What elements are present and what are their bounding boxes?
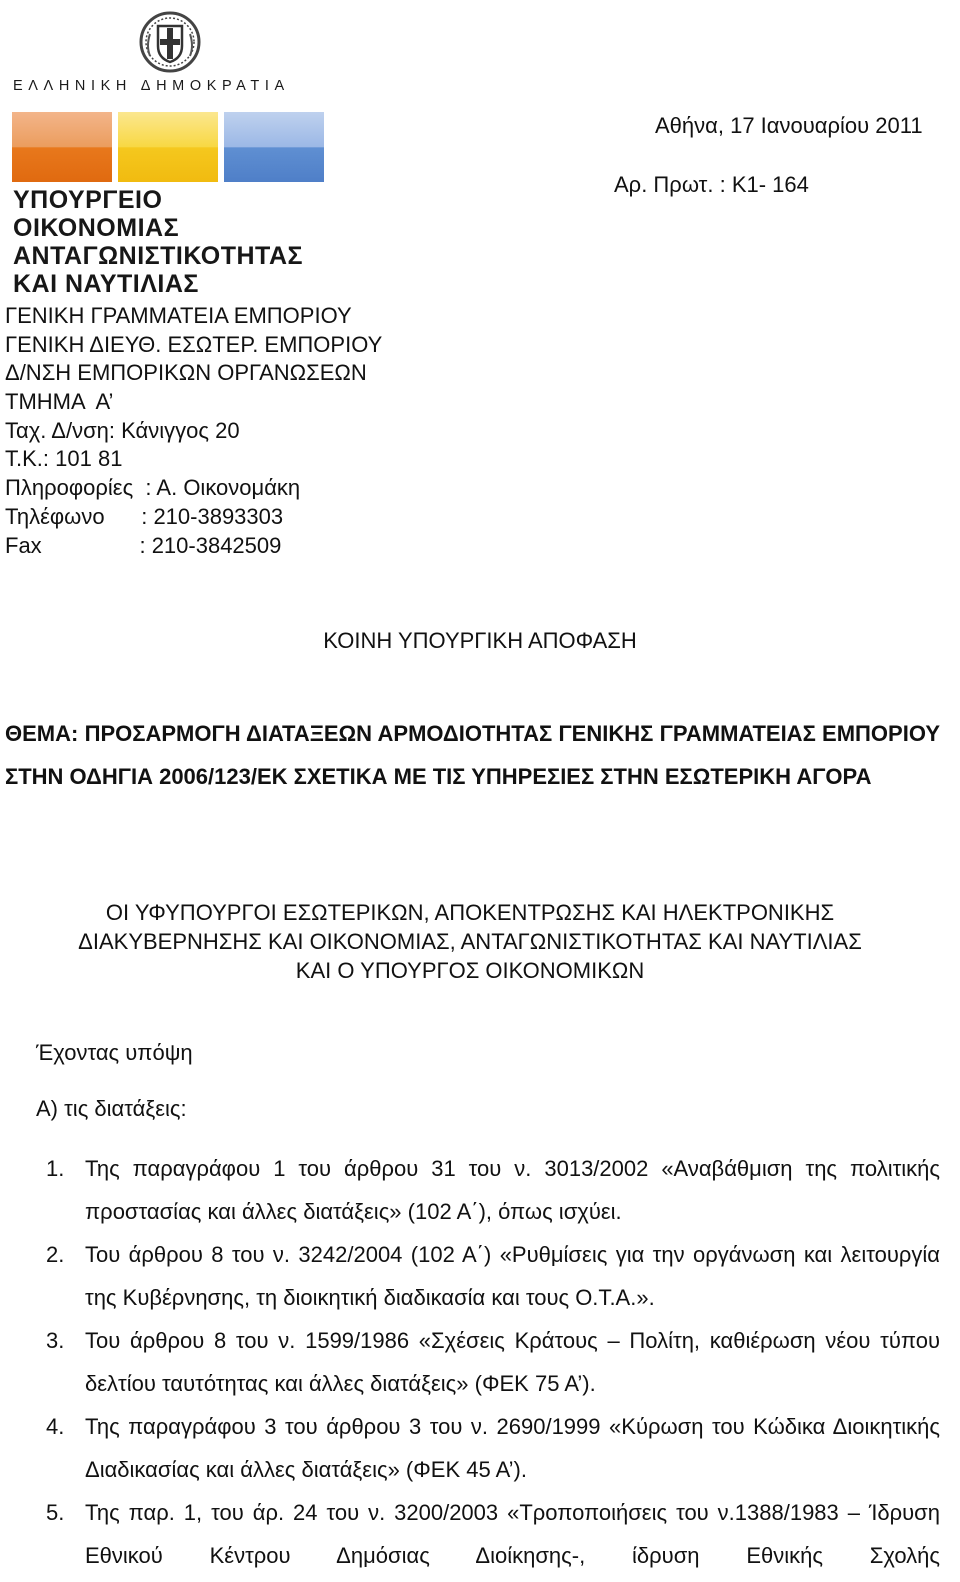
- sender-line: ΓΕΝΙΚΗ ΓΡΑΜΜΑΤΕΙΑ ΕΜΠΟΡΙΟΥ: [5, 303, 352, 328]
- item-number: 4.: [46, 1414, 65, 1439]
- list-item: [40, 1319, 940, 1405]
- sender-block: [5, 302, 382, 560]
- item-text: Του άρθρου 8 του ν. 1599/1986 «Σχέσεις Κράτους – Πολίτη, καθιέρωση νέου τύπου δελτίου ταυτότητας και άλλες διατάξεις» (ΦΕΚ 75 Α’).: [85, 1328, 940, 1396]
- list-item: [40, 1147, 940, 1233]
- list-item: [40, 1233, 940, 1319]
- subject-heading: ΘΕΜΑ: ΠΡΟΣΑΡΜΟΓΗ ΔΙΑΤΑΞΕΩΝ ΑΡΜΟΔΙΟΤΗΤΑΣ ΓΕΝΙΚΗΣ ΓΡΑΜΜΑΤΕΙΑΣ ΕΜΠΟΡΙΟΥ ΣΤΗΝ ΟΔΗΓΙΑ 2006/123/ΕΚ ΣΧΕΤΙΚΑ ΜΕ ΤΙΣ ΥΠΗΡΕΣΙΕΣ ΣΤΗΝ ΕΣΩΤΕΡΙΚΗ ΑΓΟΡΑ: [5, 721, 940, 789]
- sender-line: Fax : 210-3842509: [5, 532, 282, 558]
- item-text: Του άρθρου 8 του ν. 3242/2004 (102 Α΄) «Ρυθμίσεις για την οργάνωση και λειτουργία της Κυβέρνησης, τη διοικητική διαδικασία και τους Ο.Τ.Α.».: [85, 1242, 940, 1310]
- document-date: Αθήνα, 17 Ιανουαρίου 2011: [655, 113, 923, 138]
- sender-line: Δ/ΝΣΗ ΕΜΠΟΡΙΚΩΝ ΟΡΓΑΝΩΣΕΩΝ: [5, 360, 367, 386]
- greek-coat-of-arms-icon: [138, 10, 202, 74]
- protocol-number: Αρ. Πρωτ. : Κ1- 164: [614, 172, 809, 197]
- ministers-line: ΚΑΙ Ο ΥΠΟΥΡΓΟΣ ΟΙΚΟΝΟΜΙΚΩΝ: [295, 958, 645, 983]
- considering-label: Έχοντας υπόψη: [36, 1040, 193, 1065]
- sender-line: Πληροφορίες : Α. Οικονομάκη: [5, 475, 301, 501]
- item-text: Της παραγράφου 1 του άρθρου 31 του ν. 3013/2002 «Αναβάθμιση της πολιτικής προστασίας και άλλες διατάξεις» (102 Α΄), όπως ισχύει.: [85, 1156, 940, 1224]
- ministers-heading: [40, 898, 900, 985]
- ministers-line: ΔΙΑΚΥΒΕΡΝΗΣΗΣ ΚΑΙ ΟΙΚΟΝΟΜΙΑΣ, ΑΝΤΑΓΩΝΙΣΤΙΚΟΤΗΤΑΣ ΚΑΙ ΝΑΥΤΙΛΙΑΣ: [78, 929, 862, 954]
- item-number: 5.: [46, 1500, 65, 1525]
- sender-line: ΤΜΗΜΑ Α’: [5, 389, 114, 415]
- sender-line: Τηλέφωνο : 210-3893303: [5, 503, 284, 529]
- republic-title: ΕΛΛΗΝΙΚΗ ΔΗΜΟΚΡΑΤΙΑ: [13, 78, 290, 94]
- provisions-list: [40, 1147, 940, 1577]
- list-item: [40, 1405, 940, 1491]
- ministers-line: ΟΙ ΥΦΥΠΟΥΡΓΟΙ ΕΣΩΤΕΡΙΚΩΝ, ΑΠΟΚΕΝΤΡΩΣΗΣ ΚΑΙ ΗΛΕΚΤΡΟΝΙΚΗΣ: [105, 900, 835, 925]
- item-number: 3.: [46, 1328, 65, 1353]
- item-text: Της παρ. 1, του άρ. 24 του ν. 3200/2003 «Τροποποιήσεις του ν.1388/1983 – Ίδρυση Εθνικού Κέντρου Δημόσιας Διοίκησης-, ίδρυση Εθνικής Σχολής: [85, 1500, 940, 1568]
- sender-line: Τ.Κ.: 101 81: [5, 446, 123, 472]
- provisions-heading: Α) τις διατάξεις:: [36, 1096, 187, 1121]
- sender-line: Ταχ. Δ/νση: Κάνιγγος 20: [5, 417, 240, 443]
- list-item: [40, 1491, 940, 1577]
- item-number: 2.: [46, 1242, 65, 1267]
- ministry-name: ΥΠΟΥΡΓΕΙΟ ΟΙΚΟΝΟΜΙΑΣ ΑΝΤΑΓΩΝΙΣΤΙΚΟΤΗΤΑΣ ΚΑΙ ΝΑΥΤΙΛΙΑΣ: [13, 186, 304, 298]
- sender-line: ΓΕΝΙΚΗ ΔΙΕΥΘ. ΕΣΩΤΕΡ. ΕΜΠΟΡΙΟΥ: [5, 331, 383, 357]
- logo-color-blocks: [12, 112, 324, 182]
- ministry-logo: [2, 2, 328, 298]
- document-type-title: ΚΟΙΝΗ ΥΠΟΥΡΓΙΚΗ ΑΠΟΦΑΣΗ: [323, 628, 637, 653]
- item-text: Της παραγράφου 3 του άρθρου 3 του ν. 2690/1999 «Κύρωση του Κώδικα Διοικητικής Διαδικασίας και άλλες διατάξεις» (ΦΕΚ 45 Α’).: [85, 1414, 940, 1482]
- item-number: 1.: [46, 1156, 65, 1181]
